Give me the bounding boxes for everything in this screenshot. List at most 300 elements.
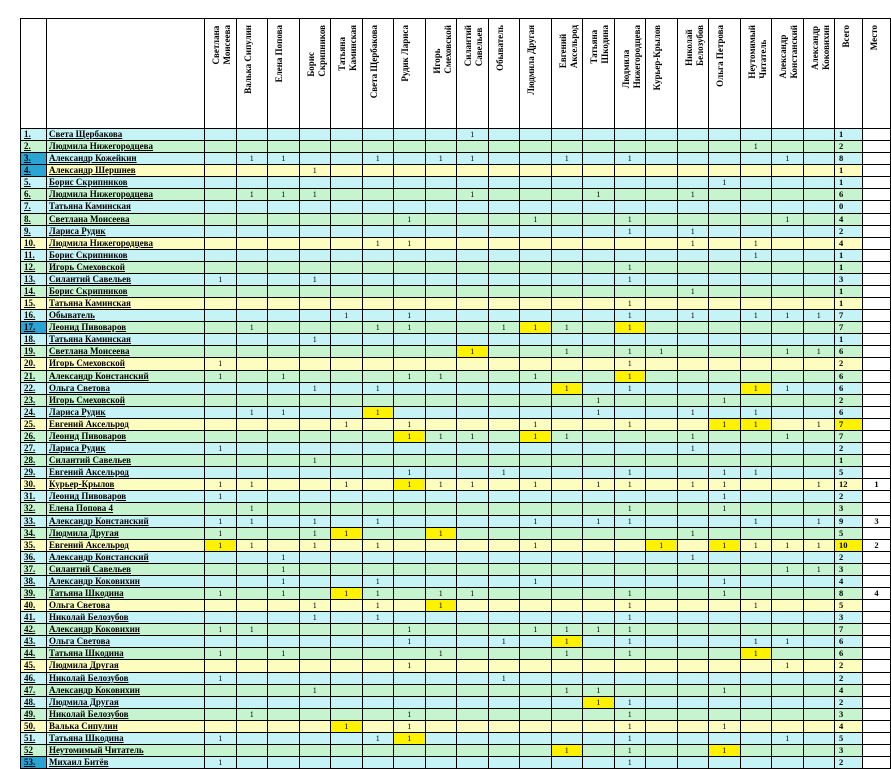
vote-cell [237,673,269,685]
row-number: 20. [21,358,47,370]
column-header [205,19,237,129]
row-total: 5 [835,528,863,540]
vote-cell [741,685,773,697]
vote-cell: 1 [394,371,426,383]
row-place [863,358,891,370]
vote-cell [709,322,741,334]
vote-cell: 1 [741,648,773,660]
row-place [863,346,891,358]
column-header-label: Валька Сипулин [242,25,253,94]
vote-cell [709,274,741,286]
vote-cell [426,685,458,697]
vote-cell [268,286,300,298]
vote-cell [300,238,332,250]
vote-cell: 1 [489,673,521,685]
vote-cell: 1 [552,431,584,443]
column-header-label: Людмила Нижегородцева [620,25,642,89]
vote-cell [741,745,773,757]
row-place [863,648,891,660]
vote-cell [520,141,552,153]
vote-cell [520,648,552,660]
vote-cell [331,685,363,697]
vote-cell [678,371,710,383]
vote-cell: 1 [394,214,426,226]
vote-cell [489,540,521,552]
vote-cell: 1 [205,443,237,455]
vote-cell [300,443,332,455]
table-row [21,552,891,564]
column-header [363,19,395,129]
vote-cell [331,636,363,648]
vote-cell: 1 [741,250,773,262]
row-place [863,552,891,564]
vote-cell [268,310,300,322]
vote-cell [394,141,426,153]
vote-cell [363,141,395,153]
vote-cell [300,407,332,419]
vote-cell [741,588,773,600]
table-row [21,346,891,358]
row-place [863,697,891,709]
vote-cell [394,697,426,709]
table-row [21,697,891,709]
vote-cell [457,322,489,334]
row-place [863,576,891,588]
vote-cell [363,431,395,443]
column-header [237,19,269,129]
vote-cell: 1 [772,346,804,358]
vote-cell [394,334,426,346]
vote-cell: 1 [205,371,237,383]
table-row [21,395,891,407]
vote-cell [646,165,678,177]
row-total: 2 [835,226,863,238]
vote-cell [268,455,300,467]
column-header-label: Курьер-Крылов [652,25,662,91]
vote-cell: 1 [615,358,647,370]
vote-cell [426,346,458,358]
vote-cell [772,443,804,455]
vote-cell [583,528,615,540]
vote-cell [615,165,647,177]
vote-cell [489,395,521,407]
vote-cell [457,528,489,540]
vote-cell [300,576,332,588]
vote-cell: 1 [300,600,332,612]
vote-cell [552,334,584,346]
column-header-label: Елена Попова [274,25,284,83]
vote-cell [237,165,269,177]
vote-cell [583,721,615,733]
vote-cell [772,201,804,213]
vote-cell [709,709,741,721]
vote-cell: 1 [741,407,773,419]
table-row [21,383,891,395]
vote-cell [363,479,395,491]
vote-cell: 1 [615,346,647,358]
vote-cell [552,660,584,672]
vote-cell [646,745,678,757]
vote-cell [489,177,521,189]
vote-cell: 1 [457,588,489,600]
vote-cell [331,383,363,395]
column-header-label: Ольга Петрова [715,25,725,87]
vote-cell [331,564,363,576]
vote-cell [363,685,395,697]
vote-cell [394,189,426,201]
vote-cell [615,238,647,250]
vote-cell [268,431,300,443]
row-total: 3 [835,503,863,515]
vote-cell: 1 [237,407,269,419]
vote-cell [457,165,489,177]
vote-cell [520,407,552,419]
column-header [394,19,426,129]
row-place [863,322,891,334]
row-number: 17. [21,322,47,334]
vote-cell: 1 [615,733,647,745]
vote-cell [426,745,458,757]
vote-cell: 1 [552,153,584,165]
vote-cell: 1 [804,479,836,491]
vote-cell [646,733,678,745]
vote-cell [520,238,552,250]
row-number: 8. [21,214,47,226]
vote-cell: 1 [237,322,269,334]
vote-cell: 1 [237,153,269,165]
vote-cell: 1 [709,745,741,757]
vote-cell [205,721,237,733]
vote-cell: 1 [709,177,741,189]
row-place [863,503,891,515]
vote-cell [741,697,773,709]
vote-cell [520,721,552,733]
vote-cell [678,250,710,262]
vote-cell [709,189,741,201]
vote-cell [709,141,741,153]
row-place [863,600,891,612]
vote-cell [237,177,269,189]
vote-cell [772,757,804,769]
vote-cell: 1 [520,479,552,491]
vote-cell [363,346,395,358]
row-number: 47. [21,685,47,697]
vote-cell [426,636,458,648]
vote-cell [489,612,521,624]
vote-cell [678,745,710,757]
vote-cell [741,371,773,383]
vote-cell [331,745,363,757]
vote-cell [804,600,836,612]
vote-cell [804,588,836,600]
column-header [804,19,836,129]
participant-name: Людмила Другая [47,697,205,709]
participant-name: Лариса Рудик [47,443,205,455]
vote-cell [331,177,363,189]
vote-cell [457,358,489,370]
vote-cell [552,528,584,540]
vote-cell: 1 [237,189,269,201]
row-place: 4 [863,588,891,600]
vote-cell [804,238,836,250]
table-row [21,177,891,189]
column-header-label: Евгений Аксельрод [557,25,579,69]
vote-cell [804,214,836,226]
vote-cell [646,648,678,660]
vote-cell [772,177,804,189]
vote-cell [709,286,741,298]
vote-cell: 1 [300,612,332,624]
vote-cell [615,660,647,672]
vote-cell: 1 [489,322,521,334]
vote-cell [741,479,773,491]
row-number: 10. [21,238,47,250]
row-total: 2 [835,141,863,153]
vote-cell [331,189,363,201]
vote-cell [457,383,489,395]
vote-cell [772,648,804,660]
vote-cell [331,467,363,479]
vote-cell [300,141,332,153]
vote-cell [237,201,269,213]
vote-cell [804,745,836,757]
vote-cell [489,745,521,757]
vote-cell [426,383,458,395]
vote-cell [741,286,773,298]
table-row [21,358,891,370]
row-place: 1 [863,479,891,491]
row-number: 14. [21,286,47,298]
vote-cell [741,455,773,467]
row-total: 4 [835,214,863,226]
row-total: 4 [835,576,863,588]
vote-cell [237,467,269,479]
column-header-label: Светлана Моисеева [211,25,232,65]
table-body [21,129,891,769]
vote-cell [489,238,521,250]
vote-cell [300,624,332,636]
vote-cell [678,612,710,624]
row-place [863,286,891,298]
vote-cell [457,733,489,745]
row-place [863,419,891,431]
vote-cell [583,733,615,745]
column-header-label: Силантий Савельев [463,25,484,67]
vote-cell [363,467,395,479]
vote-cell [583,262,615,274]
participant-name: Людмила Нижегородцева [47,238,205,250]
vote-cell [300,745,332,757]
table-row [21,540,891,552]
vote-cell: 1 [205,648,237,660]
vote-cell [552,503,584,515]
row-total: 6 [835,189,863,201]
vote-cell: 1 [804,419,836,431]
vote-cell [741,431,773,443]
vote-cell: 1 [615,371,647,383]
vote-cell [646,624,678,636]
vote-cell: 1 [615,624,647,636]
row-number: 7. [21,201,47,213]
vote-cell [583,491,615,503]
vote-cell: 1 [394,733,426,745]
vote-cell [772,588,804,600]
vote-cell [394,588,426,600]
vote-cell [489,757,521,769]
vote-cell [646,721,678,733]
vote-cell: 1 [205,274,237,286]
vote-cell: 1 [205,358,237,370]
vote-cell [331,286,363,298]
vote-cell [237,334,269,346]
vote-cell [741,322,773,334]
vote-cell [363,201,395,213]
vote-cell [741,226,773,238]
participant-name: Татьяна Шкодина [47,733,205,745]
vote-cell [804,189,836,201]
vote-cell [583,648,615,660]
vote-cell [457,503,489,515]
vote-cell [363,371,395,383]
vote-cell [205,250,237,262]
participant-name: Людмила Нижегородцева [47,141,205,153]
vote-cell: 1 [615,709,647,721]
row-total: 1 [835,455,863,467]
vote-cell [772,165,804,177]
vote-cell [678,274,710,286]
column-header-label: Александр Коковихин [809,25,831,70]
vote-cell [741,733,773,745]
vote-cell [331,600,363,612]
vote-cell [772,516,804,528]
vote-cell: 1 [205,528,237,540]
row-number: 51. [21,733,47,745]
row-total: 2 [835,552,863,564]
vote-cell [237,528,269,540]
vote-cell [205,636,237,648]
vote-cell [205,226,237,238]
vote-cell [205,612,237,624]
participant-name: Николай Белозубов [47,612,205,624]
vote-cell: 1 [772,540,804,552]
vote-cell [678,322,710,334]
vote-cell [268,165,300,177]
vote-cell [678,733,710,745]
vote-cell [331,262,363,274]
vote-cell [583,383,615,395]
vote-cell [646,238,678,250]
row-total: 9 [835,516,863,528]
vote-cell [772,298,804,310]
vote-cell [583,431,615,443]
row-total: 5 [835,733,863,745]
vote-cell [205,503,237,515]
vote-cell [300,153,332,165]
vote-cell [552,600,584,612]
vote-cell [300,310,332,322]
row-total: 6 [835,636,863,648]
vote-cell: 1 [583,479,615,491]
row-total: 5 [835,467,863,479]
vote-cell [646,141,678,153]
vote-cell [268,624,300,636]
vote-cell: 1 [300,165,332,177]
vote-cell [489,600,521,612]
row-total: 7 [835,624,863,636]
vote-cell [268,600,300,612]
vote-cell: 1 [709,479,741,491]
vote-cell: 1 [394,624,426,636]
vote-cell [804,177,836,189]
row-number: 2. [21,141,47,153]
column-header [457,19,489,129]
vote-cell [583,310,615,322]
table-row [21,298,891,310]
row-place [863,491,891,503]
vote-cell [678,491,710,503]
vote-cell [489,648,521,660]
vote-cell [615,395,647,407]
vote-cell [205,383,237,395]
vote-cell [363,745,395,757]
vote-cell [583,226,615,238]
participant-name: Михаил Битёв [47,757,205,769]
row-place [863,262,891,274]
vote-cell [363,443,395,455]
table-row [21,189,891,201]
vote-cell [363,286,395,298]
vote-cell [300,226,332,238]
vote-cell [300,250,332,262]
vote-cell [615,491,647,503]
vote-cell [457,721,489,733]
vote-cell [394,648,426,660]
vote-cell: 1 [363,153,395,165]
vote-cell: 1 [772,733,804,745]
vote-cell [457,201,489,213]
vote-cell [205,600,237,612]
vote-cell [646,612,678,624]
vote-cell [489,660,521,672]
vote-cell [552,141,584,153]
vote-cell [331,358,363,370]
vote-cell: 1 [709,467,741,479]
table-row [21,226,891,238]
row-number: 6. [21,189,47,201]
vote-cell [804,552,836,564]
row-number: 36. [21,552,47,564]
vote-cell [772,334,804,346]
vote-cell [394,201,426,213]
vote-cell [268,745,300,757]
vote-cell: 1 [394,431,426,443]
row-place [863,745,891,757]
table-row [21,467,891,479]
vote-cell [646,262,678,274]
vote-cell: 1 [552,648,584,660]
row-number: 41. [21,612,47,624]
vote-cell [552,371,584,383]
vote-cell [331,757,363,769]
vote-cell [268,395,300,407]
vote-cell [489,721,521,733]
vote-cell [205,153,237,165]
vote-cell [426,334,458,346]
vote-cell [678,516,710,528]
vote-cell [363,262,395,274]
vote-cell [520,685,552,697]
vote-cell [646,286,678,298]
